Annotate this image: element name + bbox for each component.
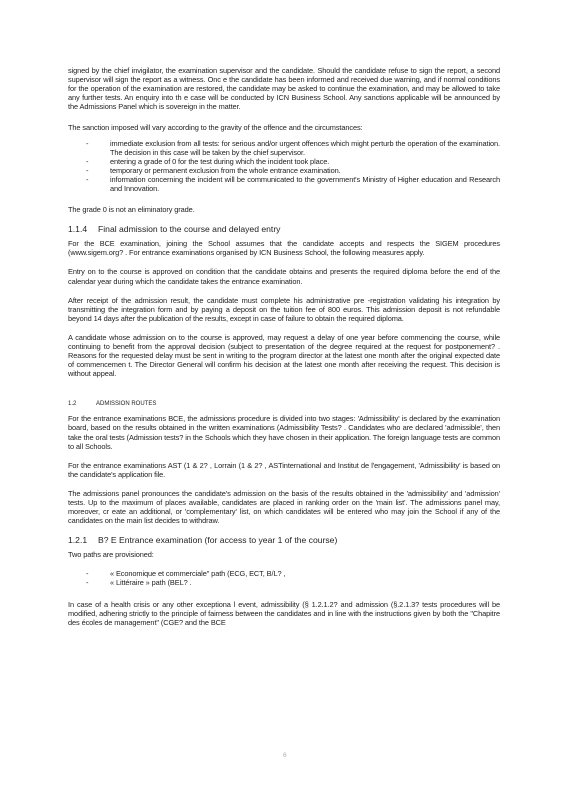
section-heading [68,535,500,546]
section-heading [68,400,500,408]
list-item: - entering a grade of 0 for the test during which the incident took place. [86,156,330,166]
page-number: 6 [283,752,287,759]
paragraph: After receipt of the admission result, the candidate must complete his administrative pre -registration validating his integration by transmitting the integration form and by paying a deposit on the tuition fee of 800 euros. This admission deposit is not refundable beyond 14 days after the publication of the results, except in case of failure to obtain the required diploma. [68,295,500,323]
section-title: B? E Entrance examination (for access to year 1 of the course) [98,535,338,546]
paragraph: For the entrance examinations AST (1 & 2? , Lorrain (1 & 2? , ASTinternational and Institut de l'engagement, 'Admissibility' is based on the candidate's application file. [68,460,500,479]
section-title: ADMISSION ROUTES [96,401,157,408]
paragraph: A candidate whose admission on to the course is approved, may request a delay of one year before commencing the course, while continuing to benefit from the approval decision (subject to presentation of the degree required at the request for postponement? . Reasons for the requested delay must be sent in writing to the program director at the latest one month after the original expected date of commencemen t. The Director General will confirm his decision at the latest one month after receiving the request. This decision is without appeal. [68,332,500,379]
list-item: - temporary or permanent exclusion from the whole entrance examination. [86,165,341,175]
list-item: - « Littéraire » path (BEL? . [86,578,192,588]
paragraph: Entry on to the course is approved on condition that the candidate obtains and presents the required diploma before the end of the calendar year during which the candidate takes the entrance examination. [68,267,500,286]
section-number: 1.2 [68,401,77,408]
paragraph: Two paths are provisioned: [68,550,154,560]
document-body [68,66,500,627]
section-heading [68,224,500,235]
list-item: - immediate exclusion from all tests: for serious and/or urgent offences which might perturb the operation of the examination. The decision in this case will be taken by the chief supervisor. [86,138,500,157]
paragraph: The sanction imposed will vary according to the gravity of the offence and the circumstances: [68,123,363,133]
section-number: 1.2.1 [68,535,88,546]
list-item: - « Economique et commerciale" path (ECG, ECT, B/L? , [86,569,286,579]
paragraph: The admissions panel pronounces the candidate's admission on the basis of the results obtained in the 'admissibility' and 'admission' tests. Up to the maximum of places available, candidates are placed in ranking order on the 'main list'. The admissions panel may, moreover, cr eate an additional, or 'complementary' list, on which candidates will be entered who may join the School if any of the candidates on the main list decides to withdraw. [68,488,500,526]
section-number: 1.1.4 [68,224,88,235]
list-item: - information concerning the incident will be communicated to the government's Ministry of Higher education and Research and Innovation. [86,174,500,194]
paths-list [68,569,500,587]
section-title: Final admission to the course and delayed entry [98,224,281,235]
paragraph: signed by the chief invigilator, the examination supervisor and the candidate. Should the candidate refuse to sign the report, a second supervisor will sign the report as a witness. Onc e the candidate has been informed and received due warning, and if normal conditions for the operation of the examination are restored, the candidate may be asked to continue the examination, and may be allowed to take any further tests. An enquiry into th e case will be conducted by ICN Business School. Any sanctions applicable will be announced by the Admissions Panel which is sovereign in the matter. [68,66,500,112]
sanction-list [68,139,500,194]
paragraph: For the BCE examination, joining the School assumes that the candidate accepts and respects the SIGEM procedures (www.sigem.org? . For entrance examinations organised by ICN Business School, the following measures apply. [68,239,500,258]
paragraph: For the entrance examinations BCE, the admissions procedure is divided into two stages: 'Admissibility' is declared by the examination board, based on the results obtained in the written examinations (Admissibility Tests? . Candidates who are declared 'admissible', then take the oral tests (Admission tests? in the Schools which they have chosen in their application. The foreign language tests are common to all Schools. [68,414,500,451]
paragraph: In case of a health crisis or any other exceptiona l event, admissibility (§ 1.2.1.2? and admission (§.2.1.3? tests procedures will be modified, adhering strictly to the principle of fairness between the candidates and in line with the instructions given by both the "Chapitre des écoles de management" (CGE? and the BCE [68,599,500,627]
paragraph: The grade 0 is not an eliminatory grade. [68,205,195,215]
